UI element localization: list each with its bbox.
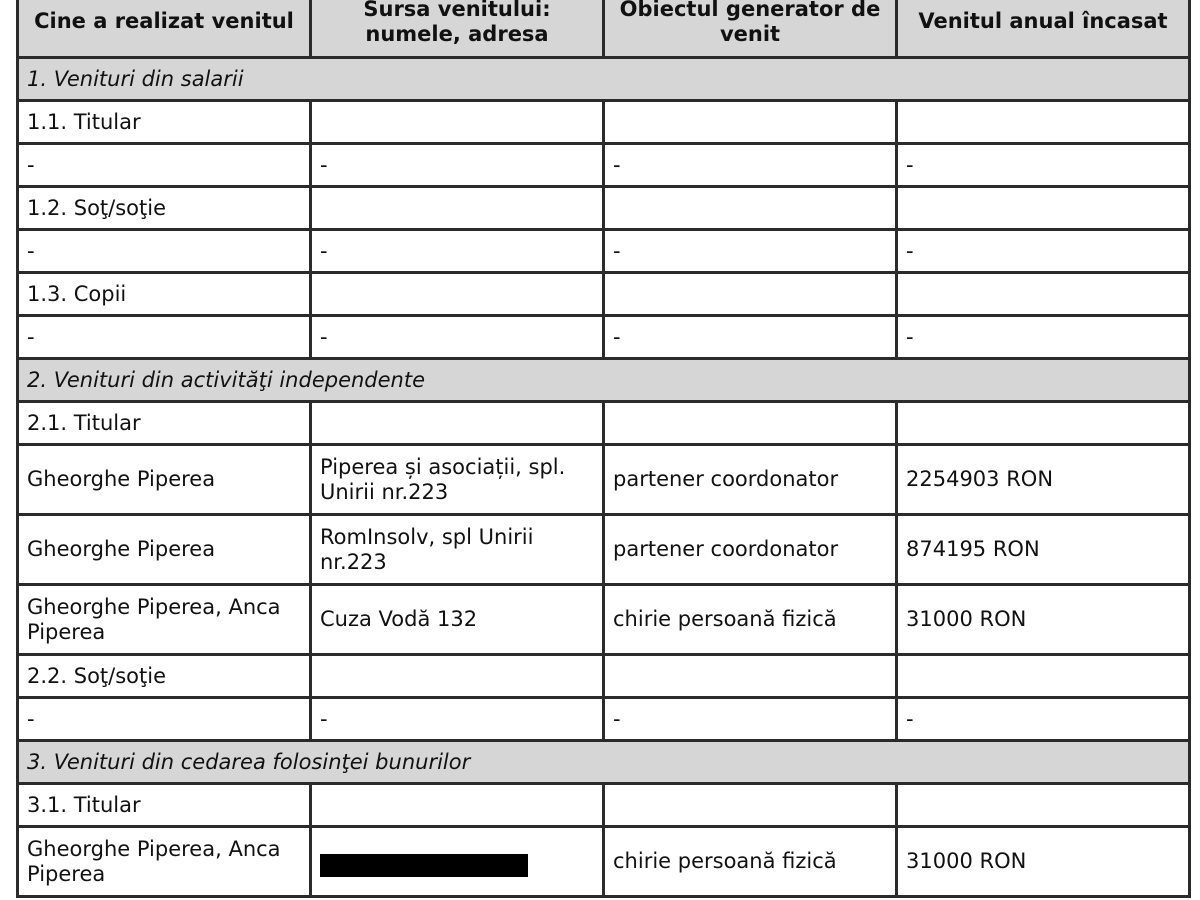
table-cell: - xyxy=(604,698,897,741)
table-cell xyxy=(311,187,604,230)
table-cell xyxy=(897,101,1190,144)
income-table xyxy=(16,0,1191,898)
table-cell: Piperea și asociații, spl. Unirii nr.223 xyxy=(311,445,604,515)
section-title: 3. Venituri din cedarea folosinţei bunurilor xyxy=(18,741,1190,784)
table-cell: - xyxy=(18,230,311,273)
table-cell xyxy=(311,784,604,827)
table-row xyxy=(18,445,1190,515)
table-cell xyxy=(311,273,604,316)
table-header-row xyxy=(18,0,1190,58)
table-row xyxy=(18,515,1190,585)
table-cell: - xyxy=(311,698,604,741)
header-cell: Sursa venitului: numele, adresa xyxy=(311,0,604,58)
table-cell: - xyxy=(897,698,1190,741)
income-table-body xyxy=(18,58,1190,897)
table-cell xyxy=(604,187,897,230)
table-cell: Gheorghe Piperea, Anca Piperea xyxy=(18,827,311,897)
table-row xyxy=(18,187,1190,230)
table-cell: RomInsolv, spl Unirii nr.223 xyxy=(311,515,604,585)
table-cell: - xyxy=(604,230,897,273)
table-cell: partener coordonator xyxy=(604,445,897,515)
table-row xyxy=(18,273,1190,316)
header-cell: Venitul anual încasat xyxy=(897,0,1190,58)
table-cell xyxy=(897,402,1190,445)
table-row xyxy=(18,230,1190,273)
table-cell xyxy=(604,273,897,316)
table-row xyxy=(18,655,1190,698)
table-cell xyxy=(604,402,897,445)
table-cell xyxy=(311,101,604,144)
table-cell xyxy=(897,655,1190,698)
table-cell: - xyxy=(311,316,604,359)
table-cell xyxy=(604,655,897,698)
table-cell: 2254903 RON xyxy=(897,445,1190,515)
income-declaration-sheet xyxy=(16,0,1188,898)
section-row xyxy=(18,741,1190,784)
table-cell: - xyxy=(18,698,311,741)
table-row xyxy=(18,101,1190,144)
table-cell: chirie persoană fizică xyxy=(604,585,897,655)
header-cell: Obiectul generator de venit xyxy=(604,0,897,58)
table-cell xyxy=(311,827,604,897)
table-cell: - xyxy=(897,144,1190,187)
table-cell: 31000 RON xyxy=(897,827,1190,897)
table-row xyxy=(18,827,1190,897)
table-cell: - xyxy=(604,316,897,359)
table-cell: 1.3. Copii xyxy=(18,273,311,316)
section-row xyxy=(18,58,1190,101)
table-cell: - xyxy=(311,230,604,273)
table-row xyxy=(18,698,1190,741)
section-title: 2. Venituri din activităţi independente xyxy=(18,359,1190,402)
table-cell: - xyxy=(604,144,897,187)
table-cell: Gheorghe Piperea xyxy=(18,515,311,585)
table-row xyxy=(18,316,1190,359)
table-row xyxy=(18,402,1190,445)
table-cell: 1.2. Soţ/soţie xyxy=(18,187,311,230)
header-cell: Cine a realizat venitul xyxy=(18,0,311,58)
redaction-bar xyxy=(320,854,528,877)
table-cell: Gheorghe Piperea xyxy=(18,445,311,515)
table-cell: 1.1. Titular xyxy=(18,101,311,144)
section-title: 1. Venituri din salarii xyxy=(18,58,1190,101)
section-row xyxy=(18,359,1190,402)
table-cell: chirie persoană fizică xyxy=(604,827,897,897)
table-cell: Cuza Vodă 132 xyxy=(311,585,604,655)
table-cell: - xyxy=(18,316,311,359)
table-cell: partener coordonator xyxy=(604,515,897,585)
table-cell xyxy=(897,187,1190,230)
table-cell xyxy=(604,101,897,144)
table-cell: 2.2. Soţ/soţie xyxy=(18,655,311,698)
table-cell xyxy=(897,273,1190,316)
table-cell: - xyxy=(18,144,311,187)
table-cell: 31000 RON xyxy=(897,585,1190,655)
table-cell: 3.1. Titular xyxy=(18,784,311,827)
table-cell: 874195 RON xyxy=(897,515,1190,585)
table-cell: - xyxy=(311,144,604,187)
table-cell xyxy=(897,784,1190,827)
table-cell xyxy=(311,402,604,445)
table-cell: - xyxy=(897,230,1190,273)
table-row xyxy=(18,144,1190,187)
table-row xyxy=(18,784,1190,827)
table-cell: Gheorghe Piperea, Anca Piperea xyxy=(18,585,311,655)
table-cell xyxy=(604,784,897,827)
table-cell: - xyxy=(897,316,1190,359)
table-cell xyxy=(311,655,604,698)
table-row xyxy=(18,585,1190,655)
table-cell: 2.1. Titular xyxy=(18,402,311,445)
